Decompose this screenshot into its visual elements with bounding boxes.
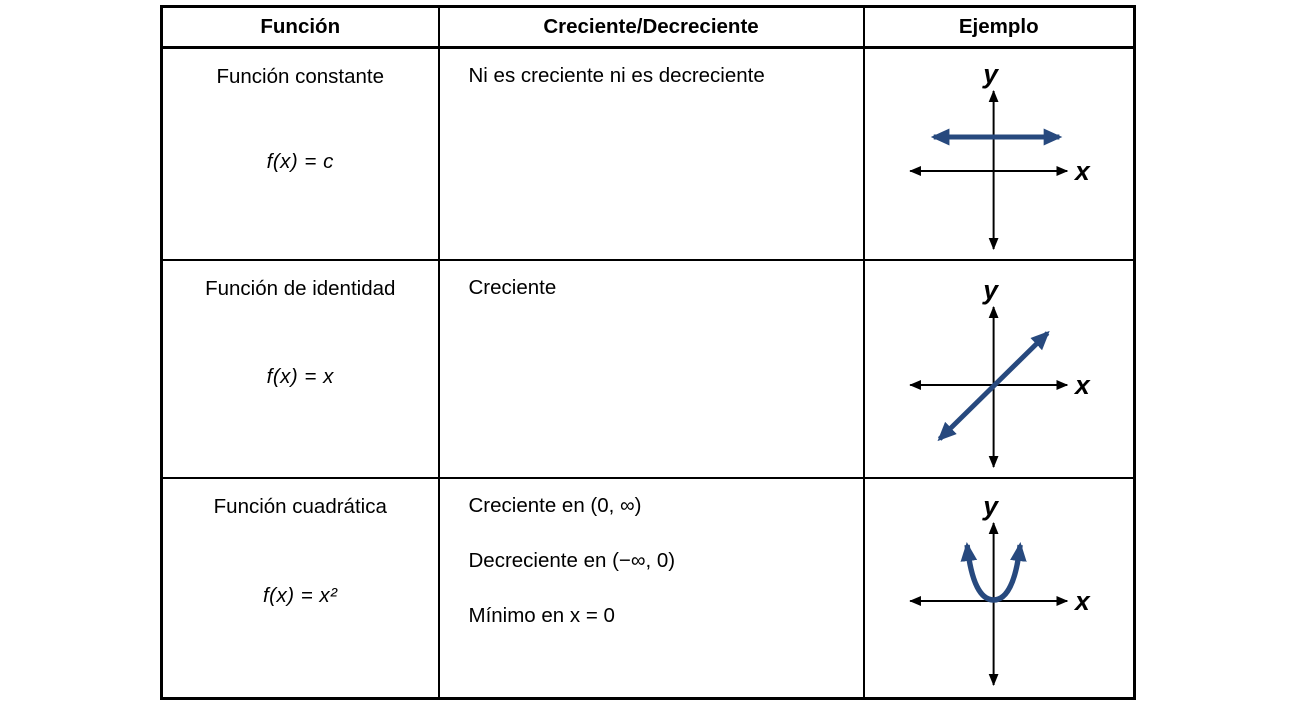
function-formula: f(x) = x² xyxy=(262,584,338,608)
x-axis-label: x xyxy=(1074,585,1090,616)
y-axis-label: y xyxy=(983,58,998,90)
header-creciente-decreciente: Creciente/Decreciente xyxy=(439,7,864,48)
y-axis-label: y xyxy=(983,274,998,305)
behavior-text: Ni es creciente ni es decreciente xyxy=(468,64,765,87)
header-ejemplo: Ejemplo xyxy=(864,7,1135,48)
cell-comportamiento-identidad xyxy=(439,260,864,478)
behavior-text-decreciente: Decreciente en (−∞, 0) xyxy=(468,548,676,572)
function-name: Función constante xyxy=(216,65,385,88)
cell-ejemplo-constante xyxy=(864,48,1135,260)
cell-funcion-cuadratica xyxy=(162,478,439,699)
table-row-quadratic xyxy=(162,478,1135,699)
table-row-identity xyxy=(162,260,1135,478)
function-formula: f(x) = x xyxy=(266,365,334,389)
x-axis-label: x xyxy=(1074,369,1090,400)
constant-function-graph xyxy=(867,49,1131,255)
cell-ejemplo-cuadratica xyxy=(864,478,1135,699)
header-funcion: Función xyxy=(162,7,439,48)
table-row-constant xyxy=(162,48,1135,260)
x-axis-label: x xyxy=(1074,155,1090,187)
behavior-text-minimo: Mínimo en x = 0 xyxy=(468,603,615,627)
cell-ejemplo-identidad xyxy=(864,260,1135,478)
cell-comportamiento-cuadratica xyxy=(439,478,864,699)
cell-funcion-identidad xyxy=(162,260,439,478)
behavior-text: Creciente xyxy=(468,275,557,299)
function-name: Función cuadrática xyxy=(213,494,387,518)
identity-function-graph xyxy=(867,261,1131,473)
function-formula: f(x) = c xyxy=(266,150,334,174)
behavior-text-creciente: Creciente en (0, ∞) xyxy=(468,493,642,517)
cell-funcion-constante xyxy=(162,48,439,260)
cell-comportamiento-constante xyxy=(439,48,864,260)
function-name: Función de identidad xyxy=(205,276,396,300)
y-axis-label: y xyxy=(983,490,998,521)
header-row xyxy=(162,7,1135,48)
function-table xyxy=(160,5,1136,700)
quadratic-function-graph xyxy=(867,479,1131,694)
